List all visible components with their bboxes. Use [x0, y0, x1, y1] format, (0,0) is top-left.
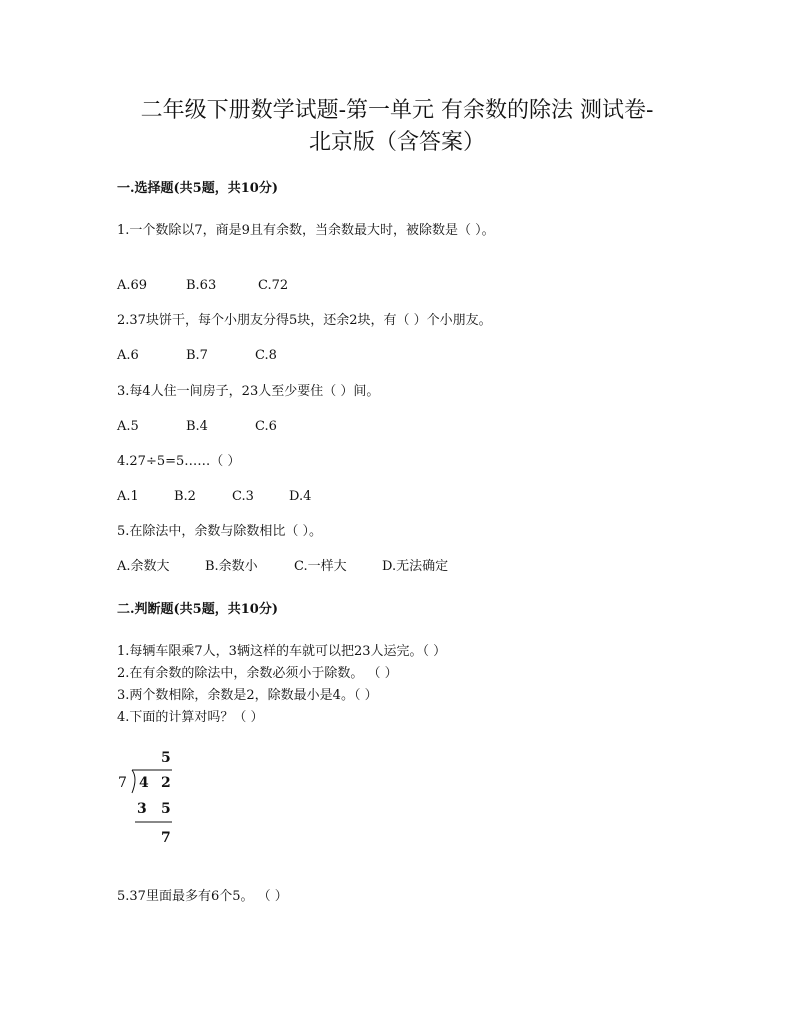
choice-4-option-c[interactable]: C.3 [232, 489, 254, 504]
division-product-ones: 5 [161, 801, 171, 817]
division-remainder: 7 [161, 830, 171, 846]
choice-4-option-b[interactable]: B.2 [174, 489, 196, 504]
division-bracket [132, 770, 135, 793]
choice-4-option-d[interactable]: D.4 [289, 489, 312, 504]
choice-4-option-a[interactable]: A.1 [117, 489, 139, 504]
choice-question-3: 3.每4人住一间房子，23人至少要住（ ）间。 [117, 384, 380, 399]
judge-question-3: 3.两个数相除，余数是2，除数最小是4。（ ） [117, 688, 378, 703]
choice-1-option-c[interactable]: C.72 [258, 278, 289, 293]
division-product-tens: 3 [137, 801, 147, 817]
judge-question-4: 4.下面的计算对吗？（ ） [117, 710, 264, 725]
page-title-line-2: 北京版（含答案） [308, 130, 485, 155]
choice-5-option-d[interactable]: D.无法确定 [382, 559, 449, 574]
choice-3-option-a[interactable]: A.5 [117, 419, 139, 434]
choice-5-option-b[interactable]: B.余数小 [205, 559, 258, 574]
long-division-figure [115, 745, 195, 855]
section-heading-judgement: 二.判断题(共5题，共10分) [117, 602, 278, 617]
choice-question-5: 5.在除法中，余数与除数相比（ ）。 [117, 524, 323, 539]
choice-5-option-c[interactable]: C.一样大 [294, 559, 347, 574]
choice-question-2: 2.37块饼干，每个小朋友分得5块，还余2块，有（ ）个小朋友。 [117, 313, 492, 328]
judge-question-5: 5.37里面最多有6个5。 （ ） [117, 889, 288, 904]
page-title-line-1: 二年级下册数学试题-第一单元 有余数的除法 测试卷- [140, 98, 654, 123]
choice-2-option-a[interactable]: A.6 [117, 348, 139, 363]
section-heading-choice: 一.选择题(共5题，共10分) [117, 181, 278, 196]
choice-question-1: 1.一个数除以7，商是9且有余数，当余数最大时，被除数是（ ）。 [117, 223, 495, 238]
division-quotient: 5 [161, 750, 171, 766]
division-dividend-tens: 4 [139, 775, 149, 791]
judge-question-1: 1.每辆车限乘7人，3辆这样的车就可以把23人运完。（ ） [117, 644, 447, 659]
choice-1-option-a[interactable]: A.69 [117, 278, 148, 293]
choice-5-option-a[interactable]: A.余数大 [117, 559, 170, 574]
choice-3-option-c[interactable]: C.6 [255, 419, 277, 434]
division-divisor: 7 [118, 775, 127, 791]
choice-2-option-c[interactable]: C.8 [255, 348, 277, 363]
long-division-lines [115, 745, 195, 855]
division-dividend-ones: 2 [161, 775, 171, 791]
choice-2-option-b[interactable]: B.7 [186, 348, 208, 363]
choice-question-4: 4.27÷5=5……（ ） [117, 454, 241, 469]
judge-question-2: 2.在有余数的除法中，余数必须小于除数。 （ ） [117, 666, 398, 681]
choice-3-option-b[interactable]: B.4 [186, 419, 208, 434]
choice-1-option-b[interactable]: B.63 [186, 278, 217, 293]
